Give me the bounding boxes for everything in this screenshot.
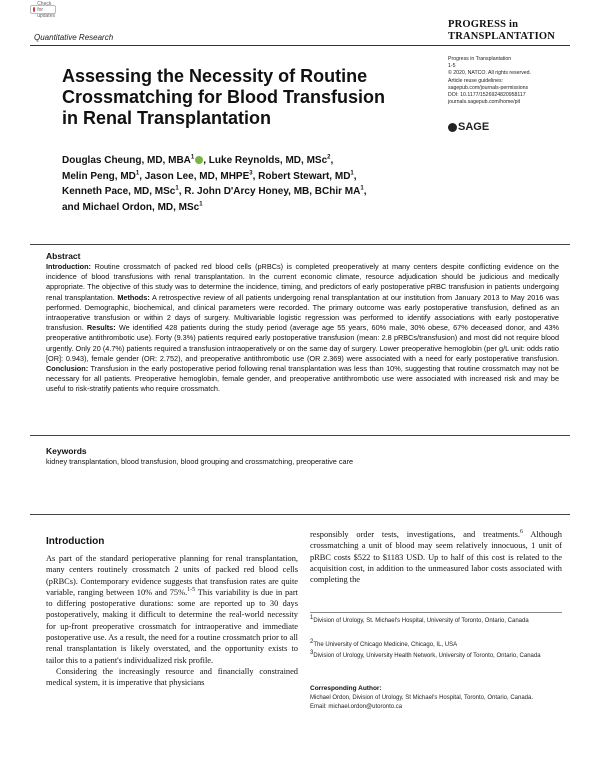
corresponding-email[interactable]: Email: michael.ordon@utoronto.ca — [310, 703, 403, 710]
separator: , — [330, 155, 334, 166]
footnote-text: Division of Urology, University Health Network, University of Toronto, Ontario, Canada — [313, 653, 541, 659]
affiliation-sup: 3 — [249, 170, 253, 177]
check-updates-icon — [33, 7, 35, 12]
affiliation-footnote — [310, 617, 562, 625]
author-name: Douglas Cheung, MD, MBA — [62, 155, 191, 166]
sage-logo-icon — [448, 123, 457, 132]
affiliation-footnote — [310, 652, 562, 660]
abstract-divider — [30, 244, 570, 245]
abstract-conclusion-label: Conclusion: — [46, 364, 89, 374]
affiliation-sup: 1 — [175, 185, 179, 192]
footnote-divider — [310, 612, 562, 613]
introduction-right-column — [310, 529, 562, 585]
author-name: Melin Peng, MD — [62, 170, 136, 182]
check-updates-label: Check for updates — [37, 0, 55, 19]
abstract-intro-label: Introduction: — [46, 262, 91, 271]
meta-permissions-link[interactable]: sagepub.com/journals-permissions — [448, 84, 529, 91]
article-meta — [448, 56, 531, 106]
footnote-num: 2 — [310, 639, 314, 645]
publisher-logo — [448, 121, 489, 133]
keywords-text: kidney transplantation, blood transfusion, blood grouping and crossmatching, preoperative care — [46, 457, 354, 466]
affiliation-sup: 1 — [350, 170, 354, 177]
meta-journal: Progress in Transplantation — [448, 56, 512, 62]
corresponding-author-heading: Corresponding Author: — [310, 685, 382, 692]
keywords-divider — [30, 435, 570, 436]
abstract-results-label: Results: — [86, 323, 116, 333]
abstract-intro-text: Routine crossmatch of packed red blood cells (pRBCs) is completed preoperatively at many centers despite conflicting evidence on the incidence of blood transfusions with renal transplantation. In the current economic climate, resource adjudication should be judicious and medically appropriate. The objective of this study was to determine the incidence, timing, and predictors of early postoperative pRBC transfusion in patients undergoing renal transplantation. — [46, 262, 559, 302]
footnote-text: Division of Urology, St. Michael's Hospital, University of Toronto, Ontario, Canada — [313, 618, 529, 624]
introduction-heading: Introduction — [46, 536, 105, 547]
affiliation-footnote — [310, 641, 562, 649]
meta-journal-link[interactable]: journals.sagepub.com/home/pit — [448, 99, 521, 106]
affiliation-sup: 1 — [199, 201, 203, 208]
author-list — [62, 153, 422, 215]
intro-p1b-text: This variability is due in part to differing postoperative durations: some are reported up to 30 days postoperatively, making it difficult to determine the real-world necessity for up-front preoperative crossmatch for intraoperative and immediate postoperative use. As a result, the need for a routine crossmatch prior to all renal transplantation is likely overstated, and the opportunity exists to tailor this to a patient's individualized risk profile. — [46, 587, 299, 665]
separator: , — [353, 170, 357, 182]
intro-paragraph-2: Considering the increasingly resource and financially constrained medical system, it is imperative that physicians — [46, 666, 298, 688]
author-name: , Jason Lee, MD, MHPE — [139, 170, 250, 182]
keywords-heading: Keywords — [46, 446, 87, 456]
author-name: , R. John D'Arcy Honey, MB, BChir MA — [178, 186, 361, 197]
corresponding-address: Michael Ordon, Division of Urology, St Michael's Hospital, Toronto, Ontario, Canada. — [310, 695, 534, 701]
abstract-methods-text: A retrospective review of all patients undergoing renal transplantation at our institution from January 2013 to May 2016 was performed. Demographic, biochemical, and clinical parameters were recorded. The primary outcome was early postoperative transfusion, defined as an intraoperative transfusion or within 2 days of surgery. Multivariable logistic regression was performed to identify associations with early postoperative transfusion. — [46, 292, 559, 333]
abstract-body — [46, 262, 559, 395]
meta-copyright: © 2020, NATCO. All rights reserved. — [448, 70, 532, 77]
affiliation-sup: 1 — [135, 170, 140, 177]
publisher-name: SAGE — [458, 121, 490, 133]
check-for-updates-badge[interactable] — [30, 0, 56, 19]
meta-pages: 1-5 — [448, 63, 456, 70]
author-name: and Michael Ordon, MD, MSc — [62, 201, 200, 213]
affiliation-sup: 1 — [190, 154, 195, 161]
section-label: Quantitative Research — [34, 33, 114, 42]
citation-sup: 1-5 — [187, 587, 196, 594]
footnote-num: 1 — [310, 615, 314, 621]
article-title: Assessing the Necessity of Routine Crossmatching for Blood Transfusion in Renal Transplantation — [62, 66, 386, 128]
meta-doi[interactable]: DOI: 10.1177/1526924820958117 — [448, 92, 526, 99]
body-divider — [30, 514, 570, 515]
journal-logo-line2: TRANSPLANTATION — [448, 31, 556, 42]
author-name: , Robert Stewart, MD — [252, 170, 351, 182]
footnote-num: 3 — [310, 650, 314, 656]
intro-right-text-cont: Although crossmatching a unit of blood may seem relatively innocuous, 1 unit of pRBC costs $522 to $1183 USD. Up to half of this cost is related to the acquisition cost, in addition to the unmeasured labor costs associated with completing the — [310, 530, 562, 585]
separator: , — [363, 186, 367, 197]
abstract-conclusion-text: Transfusion in the early postoperative period following renal transplantation was less than 10%, suggesting that routine crossmatch may not be necessary for all patients. Preoperative hemoglobin, female gender, and preoperative antithrombotic use were associated with increased risk and may be useful to risk-stratify patients who require crossmatch. — [46, 364, 559, 394]
affiliation-sup: 1 — [360, 185, 364, 192]
footnote-text: The University of Chicago Medicine, Chicago, IL, USA — [313, 642, 458, 648]
intro-p1-text: As part of the standard perioperative planning for renal transplantation, many centers routinely crossmatch 2 units of packed red blood cells (pRBCs). Contemporary evidence suggests that transfusion rates are quite variable, ranging between 10% and 75%. — [46, 554, 298, 597]
corresponding-author-details — [310, 694, 562, 711]
citation-sup: 6 — [520, 529, 523, 536]
abstract-methods-label: Methods: — [117, 292, 150, 302]
journal-logo — [448, 19, 555, 43]
affiliation-sup: 2 — [327, 154, 331, 161]
author-name: Kenneth Pace, MD, MSc — [62, 186, 176, 197]
abstract-heading: Abstract — [46, 251, 81, 261]
author-name: , Luke Reynolds, MD, MSc — [203, 155, 328, 166]
meta-reuse: Article reuse guidelines: — [448, 77, 504, 84]
journal-logo-line1: PROGRESS in — [448, 19, 519, 30]
introduction-left-column — [46, 553, 298, 689]
abstract-results-text: We identified 428 patients during the study period (average age 55 years, 60% male, 30% obese, 67% deceased donor, and 43% preoperative antithrombotic use). Forty (9.3%) patients required early postoperative transfusion (mean: 2.8 pRBCs/transfusion) and most did not require blood urgently. Only 20 (4.7%) patients required a transfusion intraoperatively or on the same day of surgery. Lower preoperative hemoglobin (per g/L unit: odds ratio [OR]: 0.943), female gender (OR: 2.752), and preoperative antithrombotic use (OR 2.369) were associated with a need for early postoperative transfusion. — [46, 323, 559, 363]
intro-right-text: responsibly order tests, investigations, and treatments. — [310, 530, 520, 539]
intro-paragraph-1 — [46, 553, 298, 666]
header-divider — [30, 45, 570, 46]
